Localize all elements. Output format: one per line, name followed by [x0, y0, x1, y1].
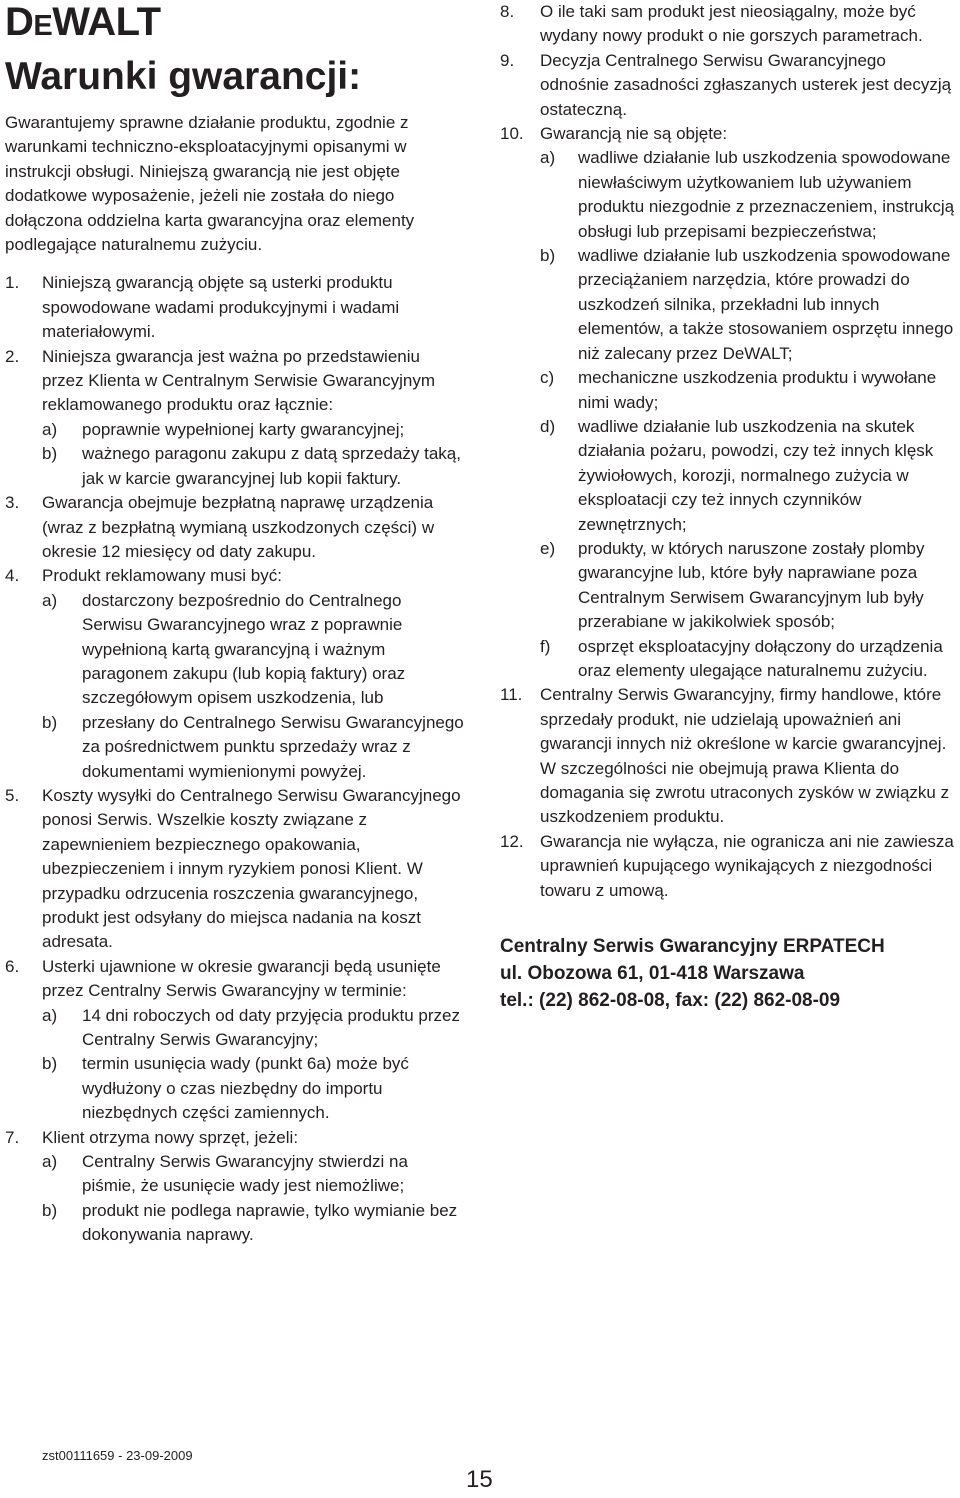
- sub-list-item: d) wadliwe działanie lub uszkodzenia na skutek działania pożaru, powodzi, czy też innych klęsk żywiołowych, korozji, normalnego zużycia w eksploatacji czy też innych czynników zewnętrznych;: [540, 416, 934, 534]
- list-item: 3. Gwarancja obejmuje bezpłatną naprawę urządzenia (wraz z bezpłatną wymianą uszkodzonych części) w okresie 12 miesięcy od daty zakupu.: [5, 493, 435, 561]
- sub-list-item: a) wadliwe działanie lub uszkodzenia spowodowane niewłaściwym użytkowaniem lub używaniem produktu niezgodnie z przeznaczeniem, instrukcją obsługi lub przepisami bezpieczeństwa;: [540, 148, 955, 241]
- list-item: 1. Niniejszą gwarancją objęte są usterki produktu spowodowane wadami produkcyjnymi i wadami materiałowymi.: [5, 273, 400, 342]
- service-phone: tel.: (22) 862-08-08, fax: (22) 862-08-09: [500, 990, 841, 1012]
- right-column: [500, 0, 958, 1014]
- sub-list-item: f) osprzęt eksploatacyjny dołączony do urządzenia oraz elementy ulegające naturalnemu zużyciu.: [540, 636, 943, 680]
- sub-list-item: a) Centralny Serwis Gwarancyjny stwierdzi na piśmie, że usunięcie wady jest niemożliwe;: [42, 1152, 408, 1196]
- list-item: 7. Klient otrzyma nowy sprzęt, jeżeli: a) Centralny Serwis Gwarancyjny stwierdzi na piśmie, że usunięcie wady jest niemożliwe; b) produkt nie podlega naprawie, tylko wymianie bez dokonywania naprawy.: [5, 1126, 465, 1248]
- sub-list: [42, 1150, 465, 1248]
- sub-list-item: b) produkt nie podlega naprawie, tylko wymianie bez dokonywania naprawy.: [42, 1200, 458, 1245]
- document-code: zst00111659 - 23-09-2009: [42, 1448, 193, 1463]
- list-item: 2. Niniejsza gwarancja jest ważna po przedstawieniu przez Klienta w Centralnym Serwisie Gwarancyjnym reklamowanego produktu oraz łącznie: a) poprawnie wypełnionej karty gwarancyjnej; b) ważnego paragonu zakupu z datą sprzedaży taką, jak w karcie gwarancyjnej lub kopii faktury.: [5, 345, 465, 491]
- page-title: Warunki gwarancji:: [5, 55, 362, 98]
- brand-logo: DEWALT: [5, 0, 161, 44]
- left-column: [5, 0, 465, 1248]
- sub-list-item: a) poprawnie wypełnionej karty gwarancyjnej;: [42, 419, 405, 439]
- intro-paragraph: Gwarantujemy sprawne działanie produktu, zgodnie z warunkami techniczno-eksploatacyjnymi opisanymi w instrukcji obsługi. Niniejszą gwarancją nie jest objęte dodatkowe wyposażenie, jeżeli nie została do niego dołączona oddzielna karta gwarancyjna oraz elementy podlegające naturalnemu zużyciu.: [5, 113, 415, 255]
- warranty-terms-list-left: [5, 271, 465, 1247]
- sub-list-item: b) przesłany do Centralnego Serwisu Gwarancyjnego za pośrednictwem punktu sprzedaży wraz z dokumentami wymienionymi powyżej.: [42, 712, 464, 781]
- service-address: ul. Obozowa 61, 01-418 Warszawa: [500, 963, 805, 985]
- list-item: 9. Decyzja Centralnego Serwisu Gwarancyjnego odnośnie zasadności zgłaszanych usterek jest decyzją ostateczną.: [500, 50, 952, 119]
- sub-list: [42, 1004, 465, 1126]
- sub-list: [42, 418, 465, 491]
- list-item: 10. Gwarancją nie są objęte: a) wadliwe działanie lub uszkodzenia spowodowane niewłaściwym użytkowaniem lub używaniem produktu niezgodnie z przeznaczeniem, instrukcją obsługi lub przepisami bezpieczeństwa; b) wadliwe działanie lub uszkodzenia spowodowane przeciążaniem narzędzia, które prowadzi do uszkodzeń silnika, przekładni lub innych elementów, a także stosowaniem osprzętu innego niż zalecany przez DeWALT; c) mechaniczne uszkodzenia produktu i wywołane nimi wady; d) wadliwe działanie lub uszkodzenia na skutek działania pożaru, powodzi, czy też innych klęsk żywiołowych, korozji, normalnego zużycia w eksploatacji czy też innych czynników zewnętrznych; e) produkty, w których naruszone zostały plomby gwarancyjne lub, które były naprawiane poza Centralnym Serwisem Gwarancyjnym lub były przerabiane w jakikolwiek sposób; f) osprzęt eksploatacyjny dołączony do urządzenia oraz elementy ulegające naturalnemu zużyciu.: [500, 122, 958, 683]
- list-item: 5. Koszty wysyłki do Centralnego Serwisu Gwarancyjnego ponosi Serwis. Wszelkie koszty związane z zapewnieniem bezpiecznego opakowania, ubezpieczeniem i innym ryzykiem ponosi Klient. W przypadku odrzucenia roszczenia gwarancyjnego, produkt jest odsyłany do miejsca nadania na koszt adresata.: [5, 785, 461, 952]
- sub-list-item: a) dostarczony bezpośrednio do Centralnego Serwisu Gwarancyjnego wraz z poprawnie wypełnioną kartą gwarancyjną i ważnym paragonem zakupu (lub kopią faktury) oraz szczegółowym opisem uszkodzenia, lub: [42, 590, 406, 708]
- service-name: Centralny Serwis Gwarancyjny ERPATECH: [500, 936, 885, 958]
- list-item: 11. Centralny Serwis Gwarancyjny, firmy handlowe, które sprzedały produkt, nie udzielają upoważnień ani gwarancji innych niż określone w karcie gwarancyjnej. W szczególności nie obejmują prawa Klienta do domagania się zwrotu utraconych zysków w związku z uszkodzeniem produktu.: [500, 685, 950, 827]
- service-contact: [500, 933, 958, 1014]
- sub-list: [540, 146, 958, 683]
- sub-list-item: a) 14 dni roboczych od daty przyjęcia produktu przez Centralny Serwis Gwarancyjny;: [42, 1005, 460, 1050]
- sub-list-item: b) wadliwe działanie lub uszkodzenia spowodowane przeciążaniem narzędzia, które prowadzi do uszkodzeń silnika, przekładni lub innych elementów, a także stosowaniem osprzętu innego niż zalecany przez DeWALT;: [540, 246, 954, 363]
- list-item: 8. O ile taki sam produkt jest nieosiągalny, może być wydany nowy produkt o nie gorszych parametrach.: [500, 2, 923, 46]
- sub-list: [42, 589, 465, 784]
- sub-list-item: e) produkty, w których naruszone zostały plomby gwarancyjne lub, które były naprawiane poza Centralnym Serwisem Gwarancyjnym lub były przerabiane w jakikolwiek sposób;: [540, 538, 925, 632]
- page-number: 15: [466, 1466, 493, 1493]
- list-item: 6. Usterki ujawnione w okresie gwarancji będą usunięte przez Centralny Serwis Gwarancyjny w terminie: a) 14 dni roboczych od daty przyjęcia produktu przez Centralny Serwis Gwarancyjny; b) termin usunięcia wady (punkt 6a) może być wydłużony o czas niezbędny do importu niezbędnych części zamiennych.: [5, 955, 465, 1126]
- list-item: 4. Produkt reklamowany musi być: a) dostarczony bezpośrednio do Centralnego Serwisu Gwarancyjnego wraz z poprawnie wypełnioną kartą gwarancyjną i ważnym paragonem zakupu (lub kopią faktury) oraz szczegółowym opisem uszkodzenia, lub b) przesłany do Centralnego Serwisu Gwarancyjnego za pośrednictwem punktu sprzedaży wraz z dokumentami wymienionymi powyżej.: [5, 564, 465, 784]
- sub-list-item: c) mechaniczne uszkodzenia produktu i wywołane nimi wady;: [540, 368, 937, 412]
- sub-list-item: b) ważnego paragonu zakupu z datą sprzedaży taką, jak w karcie gwarancyjnej lub kopii faktury.: [42, 444, 461, 488]
- warranty-terms-list-right: [500, 0, 958, 903]
- list-item: 12. Gwarancja nie wyłącza, nie ogranicza ani nie zawiesza uprawnień kupującego wynikających z niezgodności towaru z umową.: [500, 831, 954, 900]
- sub-list-item: b) termin usunięcia wady (punkt 6a) może być wydłużony o czas niezbędny do importu niezbędnych części zamiennych.: [42, 1054, 409, 1123]
